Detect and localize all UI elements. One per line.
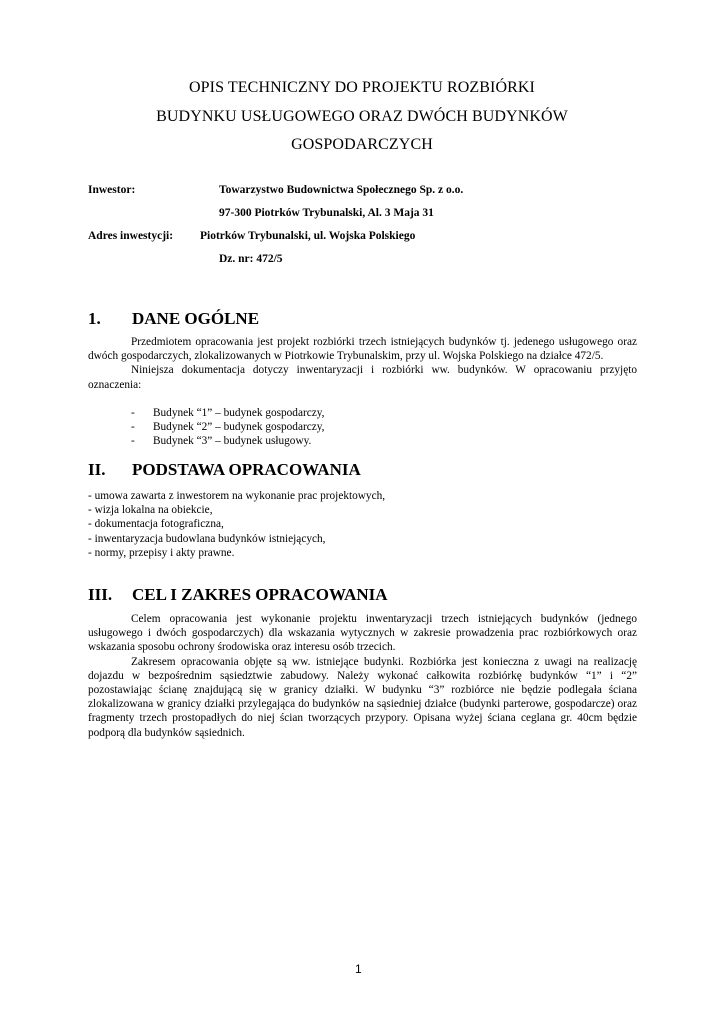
parcel-number: Dz. nr: 472/5: [219, 253, 283, 265]
section-3-title: CEL I ZAKRES OPRACOWANIA: [132, 585, 388, 604]
section-2-heading: [88, 460, 361, 480]
section-1-body: [88, 335, 637, 392]
title-line-3: GOSPODARCZYCH: [291, 136, 433, 153]
section-1-paragraph-2: Niniejsza dokumentacja dotyczy inwentaryzacji i rozbiórki ww. budynków. W opracowaniu przyjęto oznaczenia:: [88, 364, 637, 391]
investor-label: Inwestor:: [88, 184, 136, 196]
section-1-number: 1.: [88, 309, 101, 328]
section-1-title: DANE OGÓLNE: [132, 309, 260, 328]
investor-address: 97-300 Piotrków Trybunalski, Al. 3 Maja 31: [219, 207, 434, 219]
list-item: - umowa zawarta z inwestorem na wykonanie prac projektowych,: [88, 490, 386, 502]
title-line-2: BUDYNKU USŁUGOWEGO ORAZ DWÓCH BUDYNKÓW: [156, 107, 568, 125]
section-1-paragraph-1: Przedmiotem opracowania jest projekt rozbiórki trzech istniejących budynków tj. jedenego usługowego oraz dwóch gospodarczych, zlokalizowanych w Piotrkowie Trybunalskim, przy ul. Wojska Polskiego na działce 472/5.: [88, 336, 637, 363]
basis-list: [88, 489, 385, 560]
list-item: - inwentaryzacja budowlana budynków istniejących,: [88, 532, 326, 545]
list-item: - dokumentacja fotograficzna,: [88, 518, 224, 531]
section-2-number: II.: [88, 460, 106, 479]
section-3-paragraph-2: Zakresem opracowania objęte są ww. istniejące budynki. Rozbiórka jest konieczna z uwagi na realizację dojazdu w bezpośrednim sąsiedztwie zabudowy. Należy wykonać całkowita rozbiórkę budynków “1” i “2” pozostawiając ścianę znajdującą się w granicy działki. W budynku “3” rozbiórce nie będzie podlegała ściana zlokalizowana w granicy działki przylegająca do budynków na sąsiedniej działce (budynki parterowe, gospodarcze) oraz fragmenty trzech prostopadłych do niej ścian tworzących przypory. Opisana wyżej ściana ceglana gr. 40cm będzie podporą dla budynków sąsiednich.: [88, 655, 637, 739]
section-3-paragraph-1: Celem opracowania jest wykonanie projektu inwentaryzacji trzech istniejących budynków (jednego usługowego i dwóch gospodarczych) dla wskazania wytycznych w zakresie prowadzenia prac rozbiórkowych oraz wskazania sposobu ochrony środowiska oraz interesu osób trzecich.: [88, 613, 637, 654]
site-address: Piotrków Trybunalski, ul. Wojska Polskiego: [200, 230, 416, 242]
section-3-heading: [88, 585, 388, 605]
section-3-body: [88, 612, 637, 740]
section-1-heading: [88, 309, 259, 329]
list-item: - normy, przepisy i akty prawne.: [88, 546, 235, 559]
section-3-number: III.: [88, 585, 113, 604]
document-title: [60, 74, 664, 160]
site-label: Adres inwestycji:: [88, 230, 174, 242]
investor-name: Towarzystwo Budownictwa Społecznego Sp. z o.o.: [219, 184, 464, 196]
page-number: 1: [355, 962, 362, 976]
title-line-1: OPIS TECHNICZNY DO PROJEKTU ROZBIÓRKI: [189, 79, 535, 96]
list-item: - wizja lokalna na obiekcie,: [88, 504, 213, 517]
document-page: OPIS TECHNICZNY DO PROJEKTU ROZBIÓRKI BUDYNKU USŁUGOWEGO ORAZ DWÓCH BUDYNKÓW GOSPODARCZYCH Inwestor: Towarzystwo Budownictwa Społecznego Sp. z o.o. 97-300 Piotrków Trybunalski, Al. 3 Maja 31 Adres inwestycji: Piotrków Trybunalski, ul. Wojska Polskiego Dz. nr: 472/5 1. DANE OGÓLNE Przedmiotem opracowania jest projekt rozbiórki trzech istniejących budynków tj. jedenego usługowego oraz dwóch gospodarczych, zlokalizowanych w Piotrkowie Trybunalskim, przy ul. Wojska Polskiego na działce 472/5. Niniejsza dokumentacja dotyczy inwentaryzacji i rozbiórki ww. budynków. W opracowaniu przyjęto oznaczenia: - Budynek “1” – budynek gospodarczy, - Budynek “2” – budynek gospodarczy, - Budynek “3” – budynek usługowy. II. PODSTAWA OPRACOWANIA - umowa zawarta z inwestorem na wykonanie prac projektowych, - wizja lokalna na obiekcie, - dokumentacja fotograficzna, - inwentaryzacja budowlana budynków istniejących, - normy, przepisy i akty prawne. III. CEL I ZAKRES OPRACOWANIA Celem opracowania jest wykonanie projektu inwentaryzacji trzech istniejących budynków (jednego usługowego i dwóch gospodarczych) dla wskazania wytycznych w zakresie prowadzenia prac rozbiórkowych oraz wskazania sposobu ochrony środowiska oraz interesu osób trzecich. Zakresem opracowania objęte są ww. istniejące budynki. Rozbiórka jest konieczna z uwagi na realizację dojazdu w bezpośrednim sąsiedztwie zabudowy. Należy wykonać całkowita rozbiórkę budynków “1” i “2” pozostawiając ścianę znajdującą się w granicy działki. W budynku “3” rozbiórce nie będzie podlegała ściana zlokalizowana w granicy działki przylegająca do budynków na sąsiedniej działce (budynki parterowe, gospodarcze) oraz fragmenty trzech prostopadłych do niej ścian tworzących przypory. Opisana wyżej ściana ceglana gr. 40cm będzie podporą dla budynków sąsiednich. 1: [0, 0, 724, 1024]
section-2-title: PODSTAWA OPRACOWANIA: [132, 460, 361, 479]
